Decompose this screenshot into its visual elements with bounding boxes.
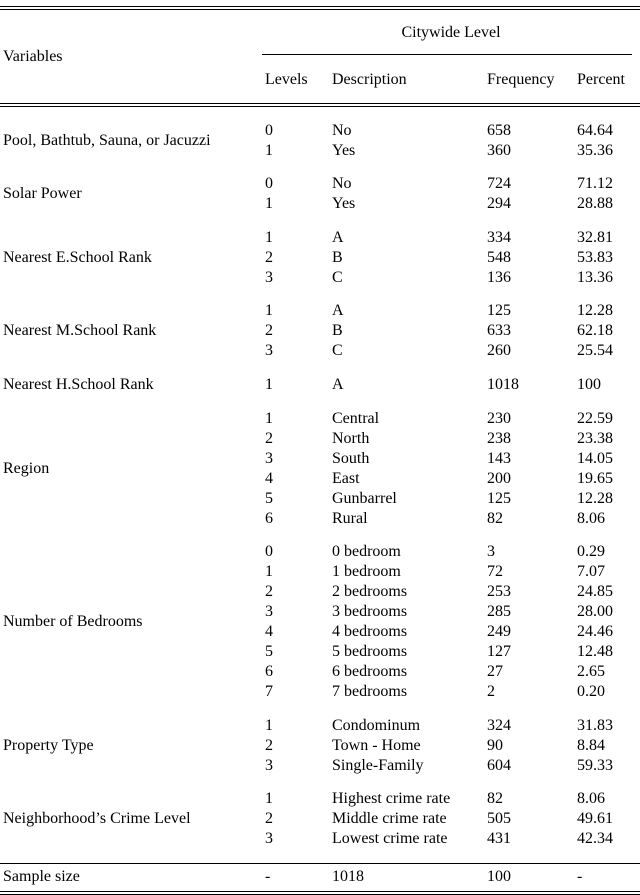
cell-description: No bbox=[332, 121, 352, 139]
table-row bbox=[262, 736, 640, 756]
cell-frequency: 633 bbox=[487, 322, 511, 340]
table-row bbox=[262, 375, 640, 395]
table-row bbox=[262, 194, 640, 214]
cell-percent: 62.18 bbox=[577, 322, 613, 340]
cell-frequency: 604 bbox=[487, 756, 511, 774]
cell-level: 0 bbox=[265, 175, 273, 193]
spanner-header bbox=[262, 10, 640, 103]
cell-level: 1 bbox=[265, 716, 273, 734]
cell-level: 1 bbox=[265, 409, 273, 427]
cell-percent: 42.34 bbox=[577, 830, 613, 848]
variable-label: Nearest M.School Rank bbox=[3, 322, 157, 340]
cell-frequency: 294 bbox=[487, 195, 511, 213]
table-row bbox=[262, 301, 640, 321]
table-row bbox=[262, 602, 640, 622]
cell-percent: 64.64 bbox=[577, 121, 613, 139]
cell-description: Yes bbox=[332, 141, 356, 159]
cell-description: Lowest crime rate bbox=[332, 830, 448, 848]
cell-level: 5 bbox=[265, 489, 273, 507]
cell-level: 1 bbox=[265, 141, 273, 159]
table-row bbox=[262, 756, 640, 776]
column-header-frequency: Frequency bbox=[487, 71, 555, 88]
cell-description: East bbox=[332, 469, 360, 487]
cell-frequency: 200 bbox=[487, 469, 511, 487]
cell-frequency: 505 bbox=[487, 810, 511, 828]
bottom-double-rule bbox=[0, 891, 640, 895]
table-group bbox=[0, 301, 640, 361]
table-row bbox=[262, 542, 640, 562]
cell-percent: 25.54 bbox=[577, 342, 613, 360]
cell-description: 3 bedrooms bbox=[332, 603, 408, 621]
cell-frequency: 2 bbox=[487, 683, 495, 701]
variable-label: Nearest H.School Rank bbox=[3, 375, 154, 393]
table-row bbox=[262, 409, 640, 429]
cell-description: A bbox=[332, 228, 344, 246]
table-row bbox=[262, 121, 640, 141]
cell-description: B bbox=[332, 248, 343, 266]
group-rows bbox=[262, 789, 640, 849]
variable-label: Pool, Bathtub, Sauna, or Jacuzzi bbox=[3, 131, 211, 149]
column-header-row bbox=[262, 55, 640, 103]
table-row bbox=[262, 716, 640, 736]
cell-level: 0 bbox=[265, 543, 273, 561]
cell-percent: 28.88 bbox=[577, 195, 613, 213]
cell-frequency: 100 bbox=[487, 868, 511, 885]
cell-percent: 2.65 bbox=[577, 663, 605, 681]
cell-percent: 35.36 bbox=[577, 141, 613, 159]
cell-percent: 71.12 bbox=[577, 175, 613, 193]
cell-percent: - bbox=[577, 868, 583, 885]
table-row bbox=[262, 268, 640, 288]
cell-frequency: 143 bbox=[487, 449, 511, 467]
cell-percent: 49.61 bbox=[577, 810, 613, 828]
cell-level: 7 bbox=[265, 683, 273, 701]
table-group bbox=[0, 228, 640, 288]
cell-percent: 12.28 bbox=[577, 302, 613, 320]
cell-level: 2 bbox=[265, 736, 273, 754]
variable-label: Property Type bbox=[3, 736, 94, 754]
table-row bbox=[262, 582, 640, 602]
cell-percent: 28.00 bbox=[577, 603, 613, 621]
spanner-title: Citywide Level bbox=[401, 24, 501, 41]
cell-level: 1 bbox=[265, 195, 273, 213]
variable-label: Region bbox=[3, 459, 50, 477]
table-row bbox=[262, 341, 640, 361]
table-row bbox=[262, 662, 640, 682]
cell-level: - bbox=[265, 868, 271, 885]
variable-label: Number of Bedrooms bbox=[3, 613, 143, 631]
table-row bbox=[262, 449, 640, 469]
cell-description: 4 bedrooms bbox=[332, 623, 408, 641]
cell-percent: 8.06 bbox=[577, 509, 605, 527]
table-row bbox=[262, 789, 640, 809]
table-group bbox=[0, 542, 640, 702]
cell-frequency: 249 bbox=[487, 623, 511, 641]
cell-frequency: 136 bbox=[487, 268, 511, 286]
cell-percent: 14.05 bbox=[577, 449, 613, 467]
cell-level: 2 bbox=[265, 429, 273, 447]
table-row bbox=[262, 141, 640, 161]
group-rows bbox=[262, 716, 640, 776]
cell-level: 3 bbox=[265, 449, 273, 467]
column-header-description: Description bbox=[332, 71, 407, 88]
table-row bbox=[262, 429, 640, 449]
table-body bbox=[0, 107, 640, 863]
cell-description: C bbox=[332, 268, 343, 286]
cell-level: 0 bbox=[265, 121, 273, 139]
cell-level: 3 bbox=[265, 603, 273, 621]
table-row bbox=[262, 622, 640, 642]
cell-percent: 100 bbox=[577, 375, 601, 393]
table-row bbox=[262, 489, 640, 509]
cell-description: 1018 bbox=[332, 868, 364, 885]
cell-description: 0 bedroom bbox=[332, 543, 401, 561]
table-group bbox=[0, 121, 640, 161]
cell-frequency: 324 bbox=[487, 716, 511, 734]
table-row bbox=[262, 228, 640, 248]
cell-level: 5 bbox=[265, 643, 273, 661]
cell-level: 3 bbox=[265, 342, 273, 360]
table-row bbox=[262, 642, 640, 662]
cell-description: 5 bedrooms bbox=[332, 643, 408, 661]
cell-percent: 32.81 bbox=[577, 228, 613, 246]
table-group bbox=[0, 789, 640, 849]
cell-description: 1 bedroom bbox=[332, 563, 401, 581]
cell-percent: 0.20 bbox=[577, 683, 605, 701]
cell-frequency: 238 bbox=[487, 429, 511, 447]
cell-percent: 8.06 bbox=[577, 790, 605, 808]
cell-frequency: 548 bbox=[487, 248, 511, 266]
variable-label: Neighborhood’s Crime Level bbox=[3, 810, 191, 828]
cell-description: B bbox=[332, 322, 343, 340]
table-row bbox=[262, 809, 640, 829]
cell-level: 1 bbox=[265, 790, 273, 808]
cell-description: Condominum bbox=[332, 716, 421, 734]
cell-description: Middle crime rate bbox=[332, 810, 447, 828]
cell-level: 3 bbox=[265, 268, 273, 286]
cell-description: Yes bbox=[332, 195, 356, 213]
column-header-levels: Levels bbox=[265, 71, 308, 88]
group-rows bbox=[262, 375, 640, 395]
cell-percent: 24.85 bbox=[577, 583, 613, 601]
cell-level: 2 bbox=[265, 583, 273, 601]
cell-percent: 23.38 bbox=[577, 429, 613, 447]
cell-percent: 22.59 bbox=[577, 409, 613, 427]
sample-size-values bbox=[262, 867, 640, 887]
sample-size-row bbox=[0, 864, 640, 891]
variables-column-header: Variables bbox=[3, 47, 63, 65]
cell-description: A bbox=[332, 302, 344, 320]
cell-level: 4 bbox=[265, 469, 273, 487]
cell-description: Single-Family bbox=[332, 756, 424, 774]
cell-level: 2 bbox=[265, 248, 273, 266]
table-row bbox=[262, 562, 640, 582]
cell-frequency: 127 bbox=[487, 643, 511, 661]
table-row bbox=[262, 509, 640, 529]
variable-label: Solar Power bbox=[3, 185, 82, 203]
table-group bbox=[0, 409, 640, 529]
group-rows bbox=[262, 409, 640, 529]
table-row bbox=[262, 174, 640, 194]
cell-frequency: 360 bbox=[487, 141, 511, 159]
cell-percent: 12.48 bbox=[577, 643, 613, 661]
cell-frequency: 27 bbox=[487, 663, 503, 681]
cell-frequency: 3 bbox=[487, 543, 495, 561]
cell-frequency: 82 bbox=[487, 790, 503, 808]
table-group bbox=[0, 375, 640, 395]
cell-description: Gunbarrel bbox=[332, 489, 397, 507]
cell-percent: 59.33 bbox=[577, 756, 613, 774]
cell-percent: 7.07 bbox=[577, 563, 605, 581]
cell-frequency: 125 bbox=[487, 489, 511, 507]
cell-description: C bbox=[332, 342, 343, 360]
cell-percent: 12.28 bbox=[577, 489, 613, 507]
table-row bbox=[262, 829, 640, 849]
cell-percent: 0.29 bbox=[577, 543, 605, 561]
cell-frequency: 724 bbox=[487, 175, 511, 193]
cell-frequency: 125 bbox=[487, 302, 511, 320]
cell-description: Highest crime rate bbox=[332, 790, 451, 808]
table-header bbox=[0, 10, 640, 103]
cell-description: Town - Home bbox=[332, 736, 421, 754]
table-row bbox=[262, 682, 640, 702]
group-rows bbox=[262, 174, 640, 214]
cell-percent: 31.83 bbox=[577, 716, 613, 734]
cell-level: 1 bbox=[265, 375, 273, 393]
variable-label: Nearest E.School Rank bbox=[3, 248, 152, 266]
cell-frequency: 431 bbox=[487, 830, 511, 848]
cell-frequency: 230 bbox=[487, 409, 511, 427]
table-row bbox=[262, 469, 640, 489]
cell-percent: 13.36 bbox=[577, 268, 613, 286]
cell-description: No bbox=[332, 175, 352, 193]
table-group bbox=[0, 716, 640, 776]
cell-level: 1 bbox=[265, 563, 273, 581]
cell-percent: 8.84 bbox=[577, 736, 605, 754]
cell-frequency: 90 bbox=[487, 736, 503, 754]
table-row bbox=[262, 248, 640, 268]
table-group bbox=[0, 174, 640, 214]
cell-frequency: 72 bbox=[487, 563, 503, 581]
cell-description: Central bbox=[332, 409, 380, 427]
cell-description: South bbox=[332, 449, 370, 467]
cell-frequency: 334 bbox=[487, 228, 511, 246]
cell-frequency: 658 bbox=[487, 121, 511, 139]
cell-level: 3 bbox=[265, 830, 273, 848]
cell-frequency: 253 bbox=[487, 583, 511, 601]
cell-percent: 19.65 bbox=[577, 469, 613, 487]
cell-percent: 24.46 bbox=[577, 623, 613, 641]
column-header-percent: Percent bbox=[577, 71, 625, 88]
cell-description: Rural bbox=[332, 509, 368, 527]
cell-level: 6 bbox=[265, 509, 273, 527]
cell-description: 2 bedrooms bbox=[332, 583, 408, 601]
cell-percent: 53.83 bbox=[577, 248, 613, 266]
cell-frequency: 1018 bbox=[487, 375, 519, 393]
cell-level: 3 bbox=[265, 756, 273, 774]
cell-frequency: 260 bbox=[487, 342, 511, 360]
sample-size-label: Sample size bbox=[3, 868, 80, 885]
cell-level: 1 bbox=[265, 228, 273, 246]
group-rows bbox=[262, 121, 640, 161]
cell-level: 2 bbox=[265, 322, 273, 340]
cell-description: North bbox=[332, 429, 370, 447]
cell-level: 2 bbox=[265, 810, 273, 828]
cell-description: 7 bedrooms bbox=[332, 683, 408, 701]
cell-level: 1 bbox=[265, 302, 273, 320]
cell-frequency: 285 bbox=[487, 603, 511, 621]
cell-level: 4 bbox=[265, 623, 273, 641]
group-rows bbox=[262, 228, 640, 288]
table-row bbox=[262, 321, 640, 341]
group-rows bbox=[262, 301, 640, 361]
cell-description: A bbox=[332, 375, 344, 393]
cell-level: 6 bbox=[265, 663, 273, 681]
group-rows bbox=[262, 542, 640, 702]
cell-frequency: 82 bbox=[487, 509, 503, 527]
cell-description: 6 bedrooms bbox=[332, 663, 408, 681]
